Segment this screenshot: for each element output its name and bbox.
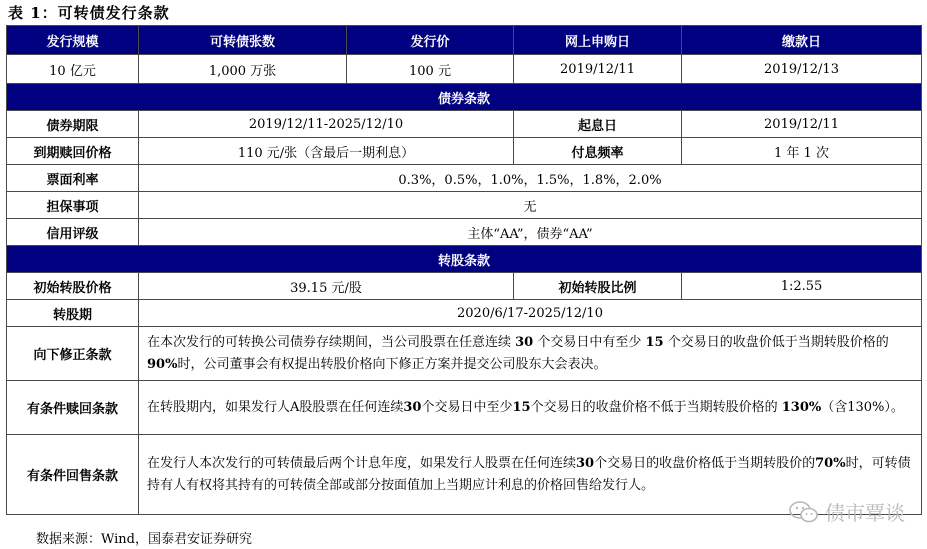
row-label: 担保事项 [7,192,139,219]
section-row-bond [7,84,922,111]
row-value: 无 [139,192,922,219]
header-cell: 网上申购日 [514,26,682,55]
watermark [789,497,905,526]
header-row [7,26,922,55]
row-label: 向下修正条款 [7,327,139,381]
value-cell: 2019/12/13 [682,55,922,84]
bond-terms-table [6,25,922,515]
table-row [7,138,922,165]
row-label: 初始转股比例 [514,273,682,300]
row-label: 票面利率 [7,165,139,192]
table-title: 表 1：可转债发行条款 [8,4,170,22]
table-row [7,435,922,515]
row-label: 转股期 [7,300,139,327]
table-row [7,219,922,246]
value-cell: 1,000 万张 [139,55,347,84]
header-cell: 可转债张数 [139,26,347,55]
row-value: 2019/12/11 [682,111,922,138]
watermark-text: 债市覃谈 [825,501,905,525]
row-value: 主体“AA”，债券“AA” [139,219,922,246]
revise-clause-text: 在本次发行的可转换公司债券存续期间，当公司股票在任意连续 30 个交易日中有至少 15 个交易日的收盘价低于当期转股价格的 90%时，公司董事会有权提出转股价格向下修正方案并提交公司股东大会表决。 [139,327,922,381]
value-cell: 100 元 [347,55,514,84]
header-cell: 缴款日 [682,26,922,55]
row-value: 1:2.55 [682,273,922,300]
row-value: 2019/12/11-2025/12/10 [139,111,514,138]
header-values-row [7,55,922,84]
header-cell: 发行价 [347,26,514,55]
put-clause-text: 在发行人本次发行的可转债最后两个计息年度，如果发行人股票在任何连续30个交易日的收盘价格低于当期转股价的70%时，可转债持有人有权将其持有的可转债全部或部分按面值加上当期应计利息的价格回售给发行人。 [139,435,922,515]
value-cell: 10 亿元 [7,55,139,84]
row-label: 信用评级 [7,219,139,246]
row-value: 2020/6/17-2025/12/10 [139,300,922,327]
table-row [7,111,922,138]
call-clause-text: 在转股期内，如果发行人A股股票在任何连续30个交易日中至少15个交易日的收盘价格不低于当期转股价格的 130%（含130%）。 [139,381,922,435]
row-label: 起息日 [514,111,682,138]
table-row [7,192,922,219]
table-row [7,300,922,327]
value-cell: 2019/12/11 [514,55,682,84]
row-value: 1 年 1 次 [682,138,922,165]
section-title: 转股条款 [7,246,922,273]
row-label: 初始转股价格 [7,273,139,300]
section-row-convert [7,246,922,273]
table-row [7,381,922,435]
row-value: 0.3%，0.5%，1.0%，1.5%，1.8%，2.0% [139,165,922,192]
row-label: 债券期限 [7,111,139,138]
row-label: 有条件赎回条款 [7,381,139,435]
row-label: 有条件回售条款 [7,435,139,515]
table-row [7,273,922,300]
row-value: 39.15 元/股 [139,273,514,300]
table-row [7,327,922,381]
table-row [7,165,922,192]
row-label: 付息频率 [514,138,682,165]
header-cell: 发行规模 [7,26,139,55]
row-label: 到期赎回价格 [7,138,139,165]
data-source-note: 数据来源：Wind，国泰君安证券研究 [36,532,252,547]
section-title: 债券条款 [7,84,922,111]
row-value: 110 元/张（含最后一期利息） [139,138,514,165]
wechat-icon [789,500,819,524]
